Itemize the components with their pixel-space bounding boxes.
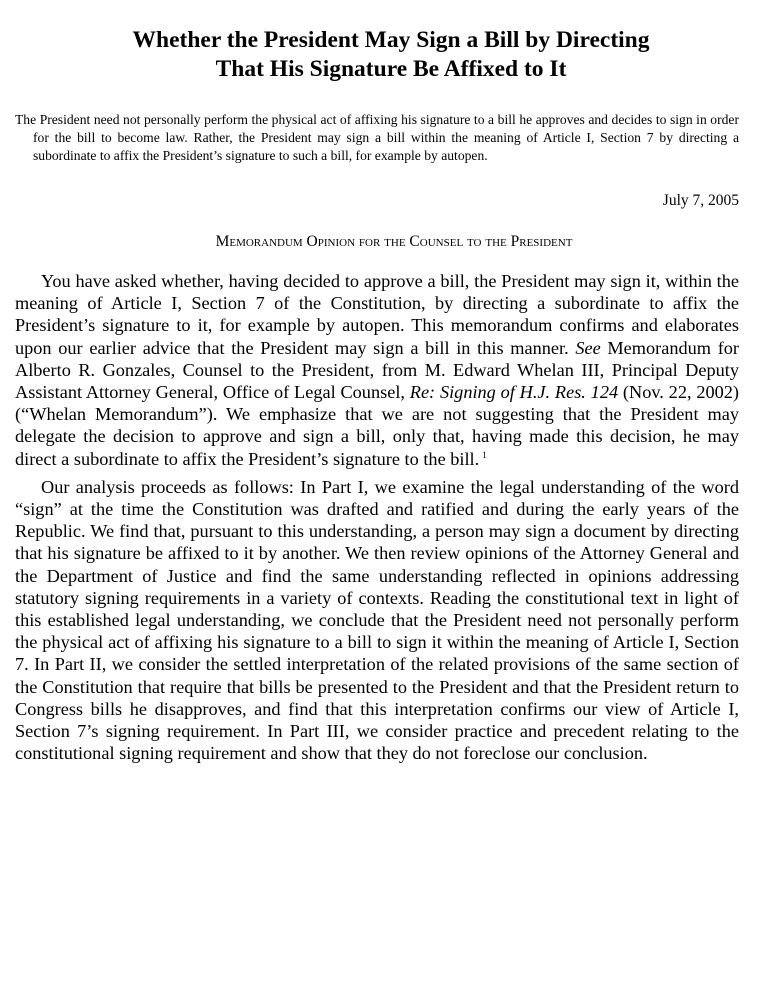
paragraph-1 (15, 270, 739, 470)
title-line-2: That His Signature Be Affixed to It (215, 56, 567, 82)
memo-heading: Memorandum Opinion for the Counsel to the President (215, 233, 573, 250)
see-signal: See (575, 337, 601, 358)
memo-re-title: Re: Signing of H.J. Res. 124 (409, 382, 619, 403)
document-title (43, 26, 739, 84)
paragraph-2: Our analysis proceeds as follows: In Part I, we examine the legal understanding of the word “sign” at the time the Constitution was drafted and ratified and during the early years of the Republic. We find that, pursuant to this understanding, a person may sign a document by directing that his signature be affixed to it by another. We then review opinions of the Attorney General and the Department of Justice and find the same understanding reflected in opinions addressing statutory signing requirements in a variety of contexts. Reading the constitutional text in light of this established legal understanding, we conclude that the President need not personally perform the physical act of affixing his signature to a bill to sign it within the meaning of Article I, Section 7. In Part II, we consider the settled interpretation of the related provisions of the same section of the Constitution that require that bills be presented to the President and that the President return to Congress bills he disapproves, and find that this interpretation confirms our view of Article I, Section 7’s signing requirement. In Part III, we consider practice and precedent relating to the constitutional signing requirement and show that they do not foreclose our conclusion. (15, 476, 739, 764)
paragraph-1-part-2: Memorandum for Alberto R. Gonzales, Counsel to the President, from M. Edward Whelan III, Principal Deputy Assistant Attorney General, Office of Legal Counsel, (15, 337, 740, 403)
paragraph-1-part-3: (Nov. 22, 2002) (“Whelan Memorandum”). We emphasize that we are not suggesting that the President may delegate the decision to approve and sign a bill, only that, having made this decision, he may direct a subordinate to affix the President’s signature to the bill. (15, 382, 739, 469)
paragraph-1-part-1: You have asked whether, having decided to approve a bill, the President may sign it, within the meaning of Article I, Section 7 of the Constitution, by directing a subordinate to affix the President’s signature to it, for example by autopen. This memorandum confirms and elaborates upon our earlier advice that the President may sign a bill in this manner. (15, 271, 739, 358)
title-line-1: Whether the President May Sign a Bill by Directing (132, 27, 650, 53)
footnote-reference[interactable]: 1 (482, 449, 487, 460)
abstract: The President need not personally perform the physical act of affixing his signature to a bill he approves and decides to sign in order for the bill to become law. Rather, the President may sign a bill within the meaning of Article I, Section 7 by directing a subordinate to affix the President’s signature to such a bill, for example by autopen. (15, 112, 739, 163)
memo-body (15, 270, 739, 764)
memo-date: July 7, 2005 (662, 192, 739, 209)
